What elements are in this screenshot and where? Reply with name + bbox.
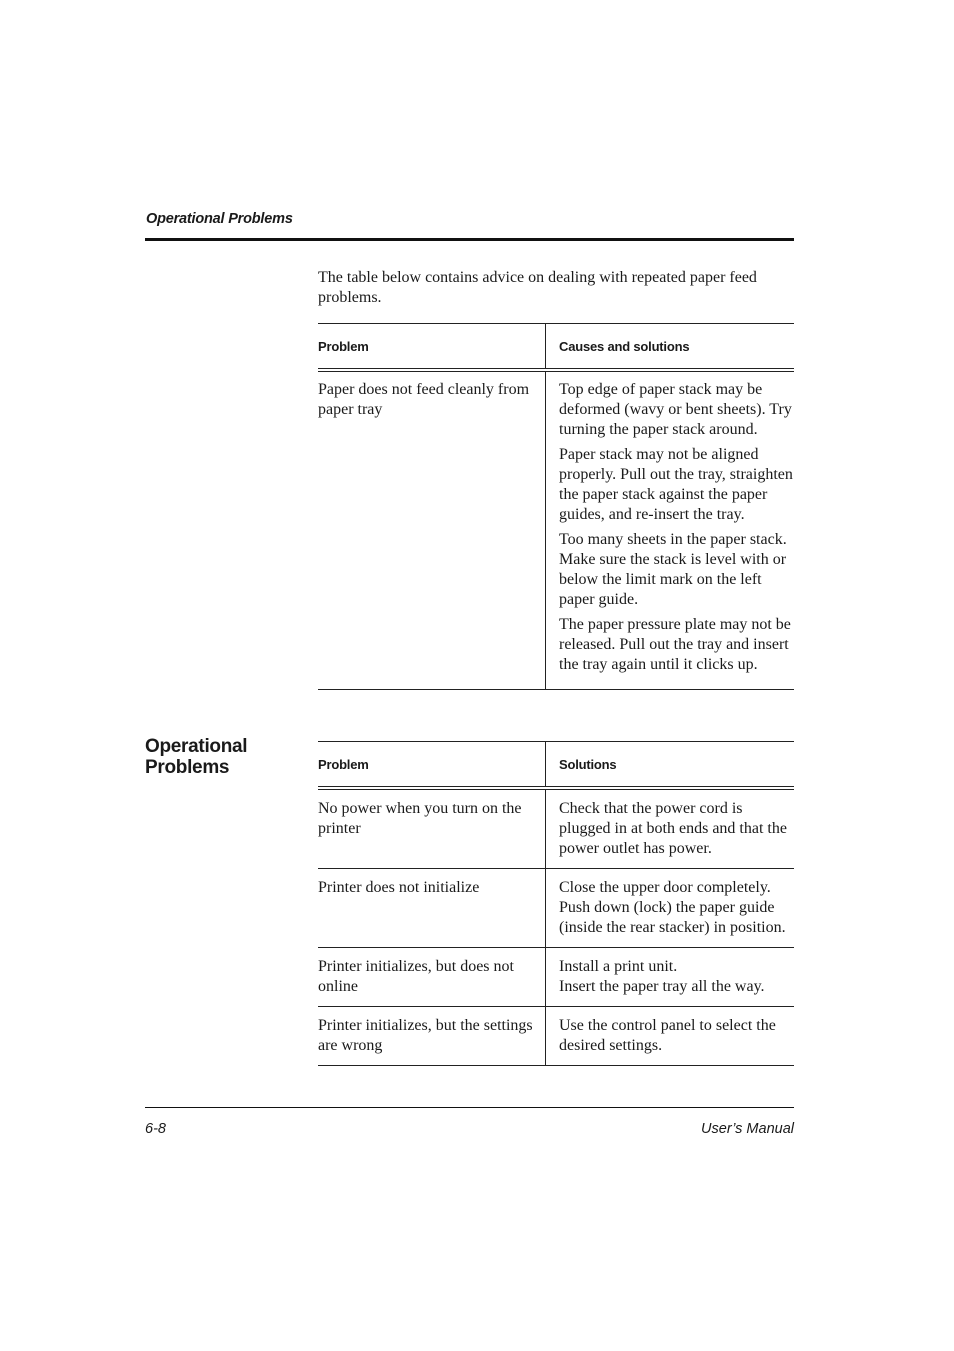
- solution-cell: Install a print unit. Insert the paper tray all the way.: [546, 948, 795, 1007]
- cause-paragraph: Top edge of paper stack may be deformed (wavy or bent sheets). Try turning the paper stack around.: [559, 381, 792, 438]
- column-header-causes: Causes and solutions: [546, 324, 795, 371]
- solution-cell: Use the control panel to select the desired settings.: [546, 1007, 795, 1066]
- problem-cell: Printer initializes, but the settings are wrong: [318, 1007, 546, 1066]
- table-row: [318, 370, 794, 690]
- table-row: [318, 948, 794, 1007]
- cause-paragraph: Paper stack may not be aligned properly. Pull out the tray, straighten the paper stack against the paper guides, and re-insert the tray.: [559, 446, 793, 523]
- operational-problems-table: [318, 741, 794, 1066]
- problem-cell: Printer does not initialize: [318, 869, 546, 948]
- table-header-row: [318, 742, 794, 789]
- section-heading: Operational Problems: [145, 736, 248, 778]
- intro-paragraph: The table below contains advice on dealing with repeated paper feed problems.: [318, 269, 757, 306]
- paper-feed-problems-table: [318, 323, 794, 690]
- cause-paragraph: Too many sheets in the paper stack. Make sure the stack is level with or below the limit mark on the left paper guide.: [559, 531, 787, 608]
- column-header-problem: Problem: [318, 324, 546, 371]
- table-row: [318, 1007, 794, 1066]
- solution-cell: Check that the power cord is plugged in at both ends and that the power outlet has power.: [546, 788, 795, 869]
- table-row: [318, 788, 794, 869]
- problem-cell: No power when you turn on the printer: [318, 788, 546, 869]
- manual-name: User’s Manual: [701, 1121, 794, 1137]
- cause-paragraph: The paper pressure plate may not be released. Pull out the tray and insert the tray again until it clicks up.: [559, 616, 791, 673]
- footer-rule: [145, 1107, 794, 1108]
- running-header-title: Operational Problems: [146, 211, 293, 227]
- table-header-row: [318, 324, 794, 371]
- table-row: [318, 869, 794, 948]
- solution-cell: Close the upper door completely. Push down (lock) the paper guide (inside the rear stacker) in position.: [546, 869, 795, 948]
- header-rule: [145, 238, 794, 241]
- column-header-solutions: Solutions: [546, 742, 795, 789]
- problem-cell: Paper does not feed cleanly from paper tray: [318, 370, 546, 690]
- column-header-problem: Problem: [318, 742, 546, 789]
- causes-cell: [546, 370, 795, 690]
- problem-cell: Printer initializes, but does not online: [318, 948, 546, 1007]
- page-number: 6-8: [145, 1121, 166, 1137]
